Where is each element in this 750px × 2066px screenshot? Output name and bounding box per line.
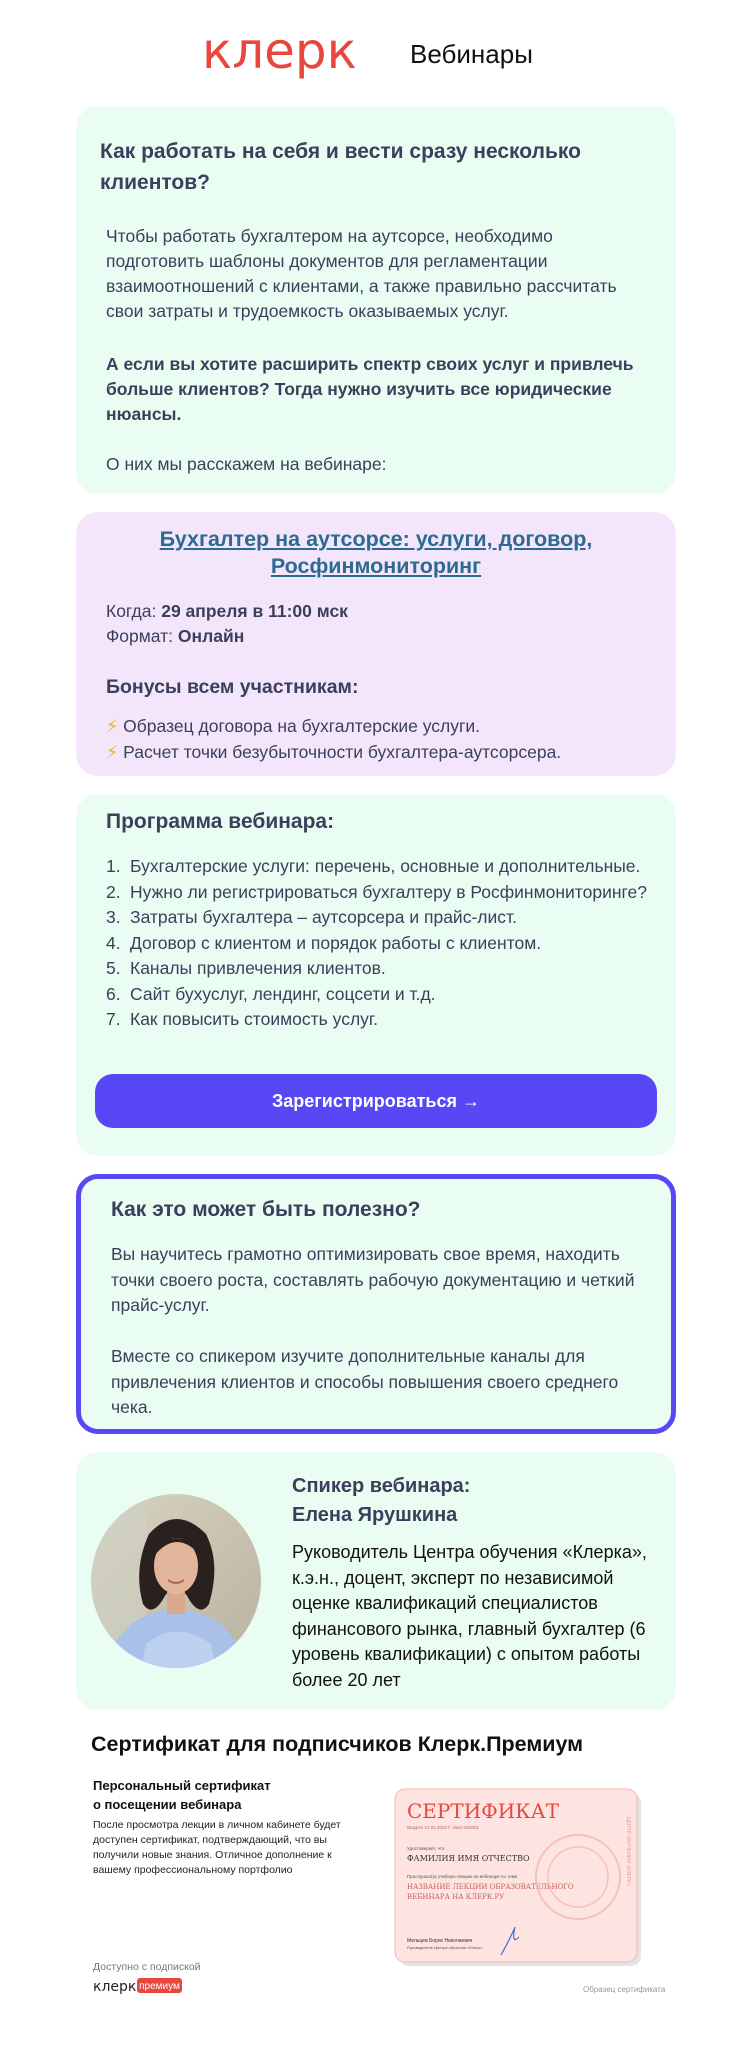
benefit-paragraph: Вы научитесь грамотно оптимизировать свое время, находить точки своего роста, составлять рабочую документацию и четкий прайс-услуг.: [111, 1244, 635, 1315]
certificate-course: НАЗВАНИЕ ЛЕКЦИИ ОБРАЗОВАТЕЛЬНОГО: [407, 1883, 574, 1891]
intro-paragraph-lead: О них мы расскажем на вебинаре:: [106, 454, 387, 474]
program-item: [106, 956, 666, 982]
event-format: [106, 624, 244, 649]
event-date-label: Когда:: [106, 601, 157, 621]
program-card: [76, 794, 676, 1156]
event-format-value: Онлайн: [177, 626, 245, 646]
benefit-heading: Как это может быть полезно?: [111, 1198, 421, 1221]
certificate-course: ВЕБИНАРА НА КЛЕРК.РУ: [407, 1893, 505, 1901]
intro-paragraph-bold: А если вы хотите расширить спектр своих услуг и привлечь больше клиентов? Тогда нужно изучить все юридические нюансы.: [106, 354, 634, 424]
speaker-photo: [91, 1494, 261, 1668]
event-format-label: Формат:: [106, 626, 174, 646]
header: [0, 0, 750, 106]
program-item-number: 5.: [106, 958, 121, 978]
bonus-text: Образец договора на бухгалтерские услуги.: [123, 716, 481, 736]
certificate-title: Сертификат для подписчиков Клерк.Премиум: [91, 1732, 584, 1756]
speaker-name: Елена Ярушкина: [292, 1504, 458, 1526]
event-date-value: 29 апреля в 11:00 мск: [161, 601, 348, 621]
certificate-sample-image: [393, 1787, 647, 1970]
speaker-label: Спикер вебинара:: [292, 1475, 471, 1497]
lightning-icon: ⚡: [106, 716, 119, 736]
program-heading: Программа вебинара:: [106, 810, 335, 833]
program-item-text: Бухгалтерские услуги: перечень, основные и дополнительные.: [130, 856, 641, 876]
premium-badge: премиум: [139, 1981, 180, 1992]
register-button[interactable]: Зарегистрироваться →: [95, 1074, 657, 1128]
speaker-heading: [292, 1472, 470, 1530]
bonus-item: [106, 714, 480, 739]
event-card: [76, 512, 676, 776]
program-item-text: Затраты бухгалтера – аутсорсера и прайс-лист.: [130, 907, 517, 927]
program-item-text: Договор с клиентом и порядок работы с клиентом.: [130, 932, 542, 953]
bonus-text: Расчет точки безубыточности бухгалтера-аутсорсера.: [123, 742, 562, 762]
logo-text: клерк: [202, 24, 357, 80]
intro-card: [76, 106, 676, 494]
program-list: [106, 854, 666, 1033]
bonuses-heading: Бонусы всем участникам:: [106, 676, 359, 698]
klerk-premium-logo[interactable]: [93, 1977, 213, 1995]
speaker-card: [76, 1452, 676, 1710]
certificate-signer-role: Руководитель Центра обучения «Клерк»: [407, 1945, 483, 1950]
certificate-subtitle-line: о посещении вебинара: [93, 1797, 242, 1812]
speaker-description: Руководитель Центра обучения «Клерка», к.э.н., доцент, эксперт по независимой оценке квалификаций специалистов финансового рынка, главный бухгалтер (6 уровень квалификации) с опытом работы более 20 лет: [292, 1542, 647, 1690]
program-item-text: Нужно ли регистрироваться бухгалтеру в Росфинмониторинге?: [130, 881, 647, 902]
program-item-text: Сайт бухуслуг, лендинг, соцсети и т.д.: [130, 983, 436, 1004]
program-item-number: 2.: [106, 881, 121, 902]
intro-heading: Как работать на себя и вести сразу несколько клиентов?: [100, 140, 581, 194]
klerk-logo[interactable]: [202, 24, 364, 90]
program-item-text: Как повысить стоимость услуг.: [130, 1009, 379, 1029]
certificate-course-intro: Прослушал(а) учебную лекцию на вебинаре по теме: [407, 1874, 518, 1879]
logo-small-text: клерк: [93, 1979, 137, 1995]
program-item: [106, 880, 666, 906]
sample-caption: Образец сертификата: [583, 1985, 666, 1994]
speaker-avatar: [91, 1494, 261, 1668]
certificate-name: ФАМИЛИЯ ИМЯ ОТЧЕСТВО: [407, 1854, 530, 1863]
bonus-item: [106, 740, 561, 765]
program-item: [106, 854, 666, 880]
intro-paragraph: Чтобы работать бухгалтером на аутсорсе, необходимо подготовить шаблоны документов для регламентации взаимоотношений с клиентами, а также правильно рассчитать свои затраты и трудоемкость оказываемых услуг.: [106, 226, 617, 321]
webinar-title-link[interactable]: Бухгалтер на аутсорсе: услуги, договор, Росфинмониторинг: [159, 527, 593, 578]
certificate-subtitle-line: Персональный сертификат: [93, 1778, 271, 1793]
availability-note: Доступно с подпиской: [93, 1961, 201, 1973]
program-item: [106, 982, 666, 1008]
certificate-heading: СЕРТИФИКАТ: [407, 1799, 560, 1823]
benefit-paragraph: Вместе со спикером изучите дополнительные каналы для привлечения клиентов и способы повышения своего среднего чека.: [111, 1346, 619, 1417]
program-item-number: 6.: [106, 983, 121, 1004]
certificate-signer: Мельцев Борис Николаевич: [407, 1938, 473, 1944]
event-date: [106, 599, 348, 624]
program-item: [106, 931, 666, 957]
program-item-text: Каналы привлечения клиентов.: [130, 958, 386, 978]
page-title: Вебинары: [410, 39, 533, 69]
program-item: [106, 905, 666, 931]
certificate-issued: ВЫДАН 01.01.2022 Г. №01-000001: [407, 1825, 480, 1830]
certificate-text: После просмотра лекции в личном кабинете будет доступен сертификат, подтверждающий, что вы получили новые знания. Отличное дополнение к вашему профессиональному портфолио: [93, 1819, 341, 1876]
program-item-number: 1.: [106, 856, 121, 876]
program-item-number: 7.: [106, 1009, 121, 1029]
program-item-number: 4.: [106, 932, 121, 953]
certificate-subtitle: [93, 1776, 271, 1814]
certificate-side-text: ЦЕНТР ОБУЧЕНИЯ «КЛЕРК»: [625, 1817, 631, 1886]
program-item-number: 3.: [106, 907, 121, 927]
program-item: [106, 1007, 666, 1033]
certificate-certifies: Удостоверяет, что: [407, 1846, 445, 1851]
lightning-icon: ⚡: [106, 742, 119, 762]
benefit-card: [76, 1174, 676, 1434]
